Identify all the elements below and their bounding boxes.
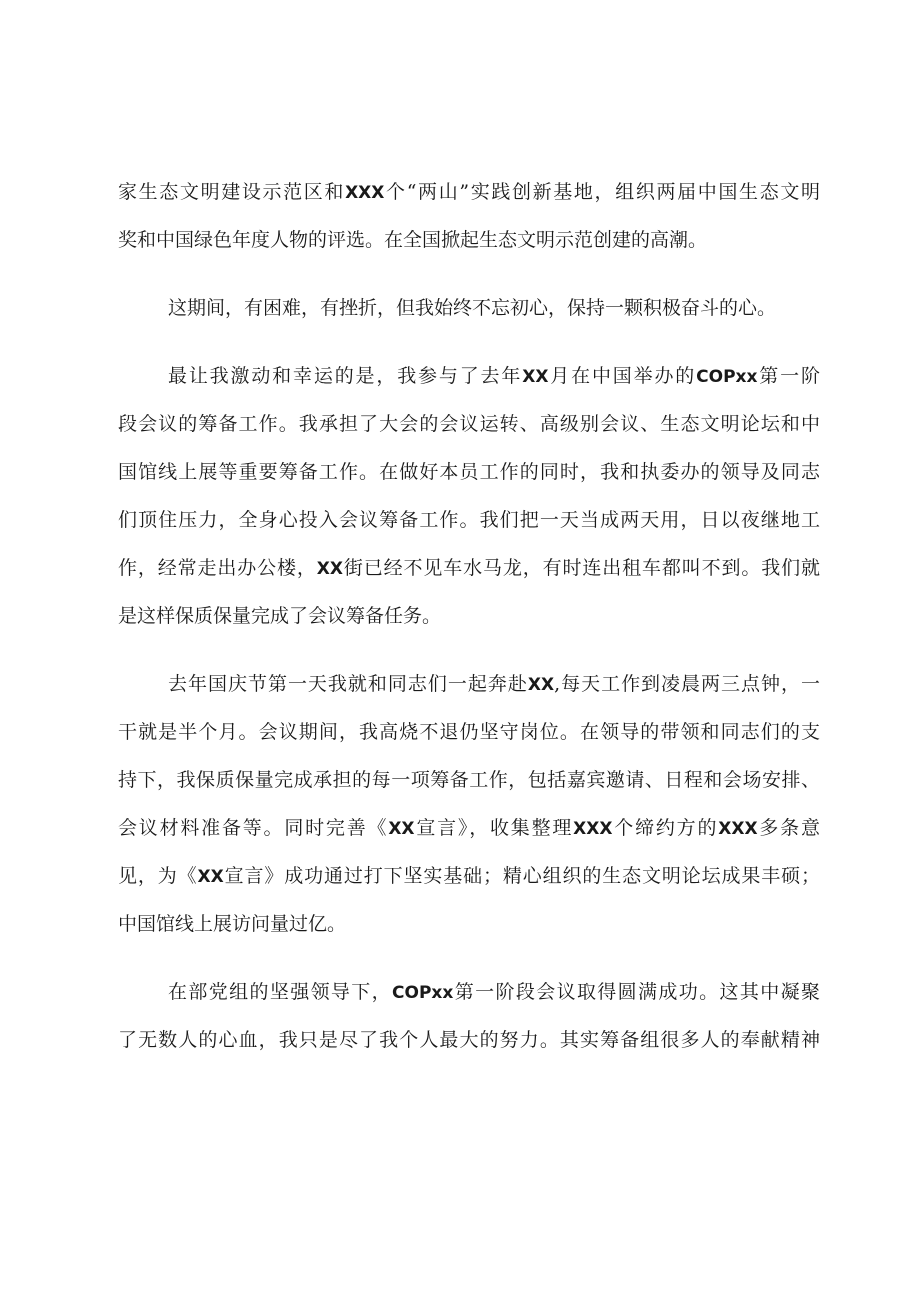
- text-line: 段会议的筹备工作。我承担了大会的会议运转、高级别会议、生态文明论坛和中: [118, 413, 820, 435]
- text-line: 作，经常走出办公楼，XX街已经不见车水马龙，有时连出租车都叫不到。我们就: [118, 557, 820, 579]
- document-body: [118, 168, 820, 1064]
- text-line: 在部党组的坚强领导下，COPxx第一阶段会议取得圆满成功。这其中凝聚: [168, 981, 820, 1003]
- text-line: 去年国庆节第一天我就和同志们一起奔赴XX,每天工作到凌晨两三点钟，一: [168, 673, 820, 695]
- text-line: 了无数人的心血，我只是尽了我个人最大的努力。其实筹备组很多人的奉献精神: [118, 1029, 820, 1051]
- text-line: 奖和中国绿色年度人物的评选。在全国掀起生态文明示范创建的高潮。: [118, 229, 708, 251]
- text-line: 会议材料准备等。同时完善《XX宣言》，收集整理XXX个缔约方的XXX多条意: [118, 817, 820, 839]
- text-line: 持下，我保质保量完成承担的每一项筹备工作，包括嘉宾邀请、日程和会场安排、: [118, 769, 820, 791]
- text-line: 国馆线上展等重要筹备工作。在做好本员工作的同时，我和执委办的领导及同志: [118, 461, 820, 483]
- text-line: 干就是半个月。会议期间，我高烧不退仍坚守岗位。在领导的带领和同志们的支: [118, 721, 820, 743]
- text-line: 中国馆线上展访问量过亿。: [118, 913, 347, 935]
- text-line: 见，为《XX宣言》成功通过打下坚实基础；精心组织的生态文明论坛成果丰硕；: [118, 865, 820, 887]
- text-line: 最让我激动和幸运的是，我参与了去年XX月在中国举办的COPxx第一阶: [168, 365, 820, 387]
- text-line: 这期间，有困难，有挫折，但我始终不忘初心，保持一颗积极奋斗的心。: [168, 297, 777, 319]
- text-line: 家生态文明建设示范区和XXX个“两山”实践创新基地，组织两届中国生态文明: [118, 181, 820, 203]
- text-line: 们顶住压力，全身心投入会议筹备工作。我们把一天当成两天用，日以夜继地工: [118, 509, 820, 531]
- text-line: 是这样保质保量完成了会议筹备任务。: [118, 605, 442, 627]
